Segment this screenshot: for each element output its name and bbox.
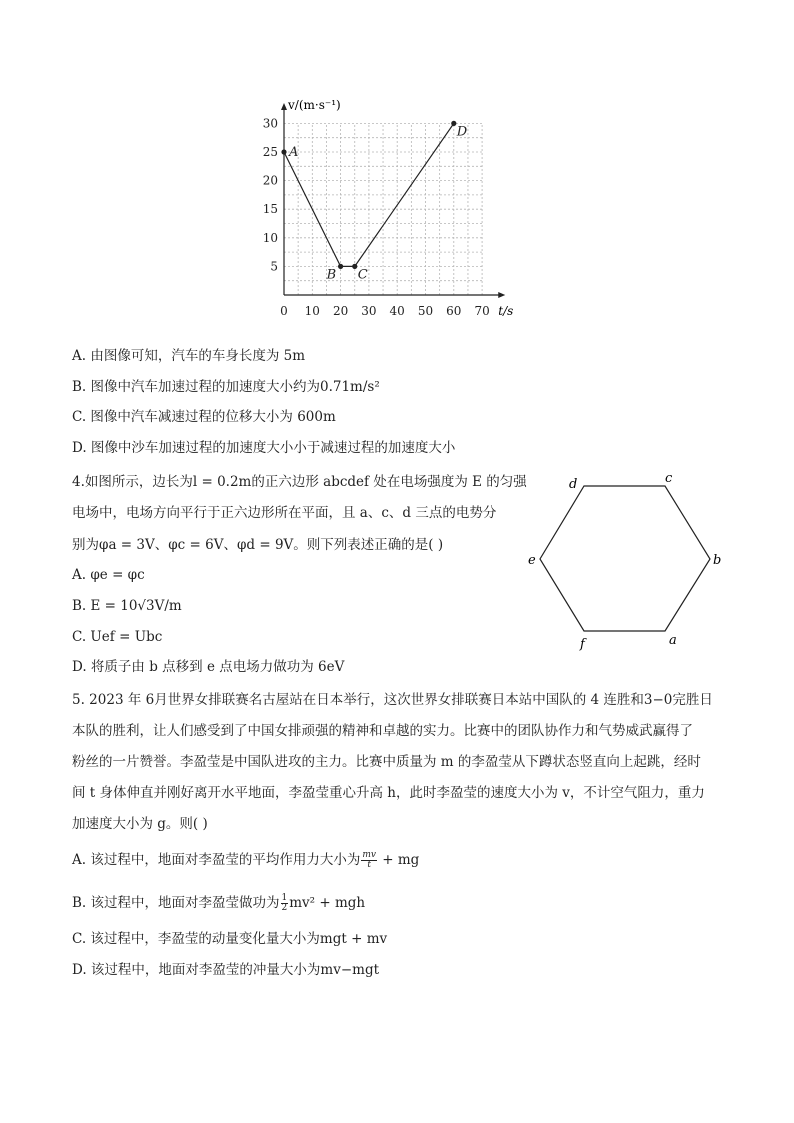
x-tick-label: 20 [332, 304, 349, 318]
q5-option-b-prefix: B. 该过程中，地面对李盈莹做功为 [72, 895, 280, 911]
hexagon-shape [540, 486, 710, 631]
point-label-a: A [289, 145, 299, 160]
q4-option-d: D. 将质子由 b 点移到 e 点电场力做功为 6eV [72, 659, 345, 675]
hex-label-e: e [528, 553, 536, 568]
hex-label-d: d [569, 477, 578, 492]
q5-option-a-prefix: A. 该过程中，地面对李盈莹的平均作用力大小为 [72, 852, 361, 868]
q3-option-a: A. 由图像可知，汽车的车身长度为 5m [72, 348, 306, 364]
q5-option-a-fraction [361, 851, 377, 870]
q5-option-b-suffix: mv² + mgh [289, 895, 366, 911]
x-tick-label: 50 [417, 304, 434, 318]
x-axis-arrow [498, 292, 505, 298]
x-tick-label: 30 [361, 304, 377, 318]
q5-option-d: D. 该过程中，地面对李盈莹的冲量大小为mv−mgt [72, 962, 380, 978]
q5-option-b-numerator: 1 [281, 893, 288, 903]
q5-option-a-suffix: + mg [377, 852, 420, 868]
q5-stem-line-3: 粉丝的一片赞誉。李盈莹是中国队进攻的主力。比赛中质量为 m 的李盈莹从下蹲状态竖直向上起跳，经时 [72, 754, 701, 770]
data-point-a [281, 149, 286, 154]
y-tick-label: 15 [262, 202, 278, 217]
q3-option-b: B. 图像中汽车加速过程的加速度大小约为0.71m/s² [72, 379, 380, 395]
q3-option-d: D. 图像中沙车加速过程的加速度大小小于减速过程的加速度大小 [72, 440, 456, 456]
hex-label-b: b [713, 553, 722, 568]
point-label-b: B [326, 267, 337, 283]
q4-option-a: A. φe = φc [72, 567, 145, 583]
hex-label-f: f [580, 637, 585, 652]
y-axis-arrow [281, 103, 287, 110]
data-point-b [338, 264, 343, 269]
q5-stem-line-5: 加速度大小为 g。则( ) [72, 816, 208, 832]
q5-option-a-numerator: mv [362, 850, 376, 860]
q4-stem-line-1: 4.如图所示，边长为l = 0.2m的正六边形 abcdef 处在电场强度为 E 的匀强 [72, 474, 527, 490]
q5-stem-line-4: 间 t 身体伸直并刚好离开水平地面，李盈莹重心升高 h，此时李盈莹的速度大小为 v，不计空气阻力，重力 [72, 785, 705, 801]
data-point-d [451, 121, 456, 126]
vt-chart [250, 88, 540, 328]
q5-option-b-fraction [281, 894, 289, 913]
chart-grid [284, 123, 482, 295]
x-axis-label: t/s [498, 304, 514, 318]
q5-stem-line-2: 本队的胜利，让人们感受到了中国女排顽强的精神和卓越的实力。比赛中的团队协作力和气势威武赢得了 [72, 723, 693, 739]
chart-axes [281, 103, 505, 298]
q5-option-a [72, 850, 419, 870]
q4-option-b: B. E = 10√3V/m [72, 598, 182, 614]
y-tick-label: 30 [262, 116, 278, 131]
q5-option-a-denominator: t [367, 860, 371, 870]
y-tick-label: 20 [262, 173, 278, 188]
x-tick-label: 60 [446, 304, 462, 318]
q5-stem-line-1: 5. 2023 年 6月世界女排联赛名古屋站在日本举行，这次世界女排联赛日本站中国队的 4 连胜和3−0完胜日 [72, 692, 713, 708]
x-tick-label: 10 [304, 304, 320, 318]
point-label-c: C [357, 267, 368, 283]
hex-label-c: c [665, 471, 673, 486]
x-tick-label: 40 [389, 304, 405, 318]
hex-label-a: a [669, 633, 677, 648]
point-label-d: D [456, 124, 468, 140]
y-tick-label: 25 [262, 145, 278, 159]
y-tick-label: 5 [270, 259, 278, 274]
q4-stem-line-2: 电场中，电场方向平行于正六边形所在平面，且 a、c、d 三点的电势分 [72, 505, 497, 521]
q5-option-b [72, 893, 365, 913]
x-tick-label: 70 [474, 304, 490, 318]
data-point-c [352, 264, 357, 269]
q3-option-c: C. 图像中汽车减速过程的位移大小为 600m [72, 409, 336, 425]
x-tick-label: 0 [280, 304, 288, 318]
q4-option-c: C. Uef = Ubc [72, 629, 163, 645]
y-tick-label: 10 [262, 230, 278, 245]
q4-stem-line-3: 别为φa = 3V、φc = 6V、φd = 9V。则下列表述正确的是( ) [72, 537, 444, 553]
q5-option-b-denominator: 2 [281, 903, 288, 913]
hexagon-figure [525, 468, 735, 658]
q5-option-c: C. 该过程中，李盈莹的动量变化量大小为mgt + mv [72, 931, 388, 947]
y-axis-label: v/(m·s⁻¹) [288, 98, 341, 112]
